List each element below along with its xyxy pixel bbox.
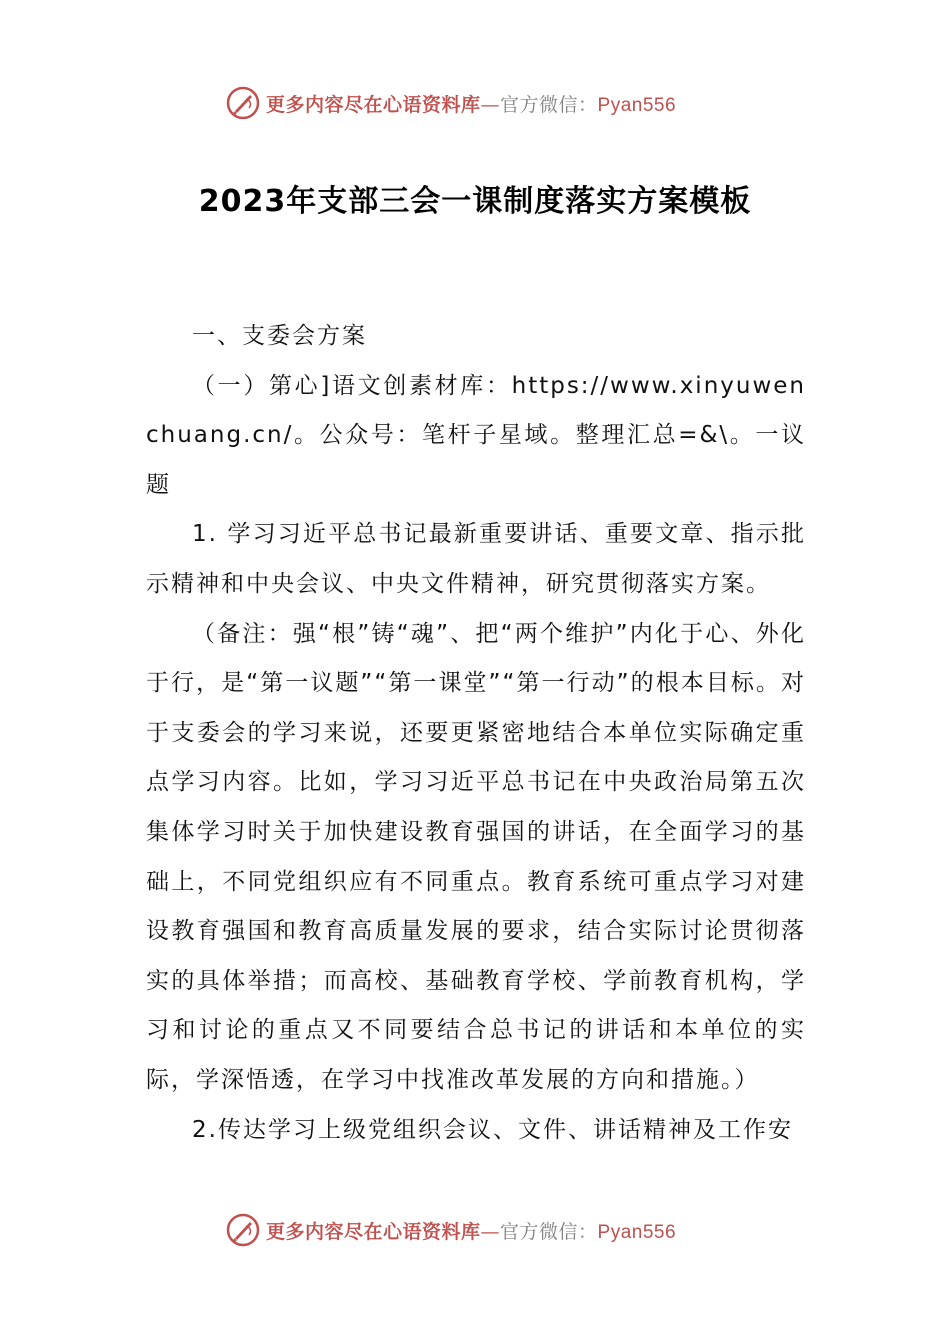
quill-logo-icon xyxy=(226,86,260,120)
footer-watermark xyxy=(226,1210,726,1250)
header-watermark xyxy=(226,83,726,123)
watermark-main-text: 更多内容尽在心语资料库 xyxy=(266,93,481,116)
watermark-wechat-id: Pyan556 xyxy=(597,1221,677,1243)
watermark-label: 官方微信： xyxy=(500,93,598,116)
watermark-wechat-id: Pyan556 xyxy=(597,94,677,116)
paragraph: 2.传达学习上级党组织会议、文件、讲话精神及工作安 xyxy=(192,1116,793,1143)
paragraph: （一）第心]语文创素材库：https://www.xinyuwenchuang.cn/。公众号：笔杆子星域。整理汇总=&\。一议题 xyxy=(146,372,806,498)
section-heading: 一、支委会方案 xyxy=(192,323,367,349)
paragraph: 1. 学习习近平总书记最新重要讲话、重要文章、指示批示精神和中央会议、中央文件精神，研究贯彻落实方案。 xyxy=(146,521,806,597)
watermark-dash: — xyxy=(480,1220,501,1243)
watermark-main-text: 更多内容尽在心语资料库 xyxy=(266,1220,481,1243)
paragraph: （备注：强“根”铸“魂”、把“两个维护”内化于心、外化于行，是“第一议题”“第一课堂”“第一行动”的根本目标。对于支委会的学习来说，还要更紧密地结合本单位实际确定重点学习内容。比如，学习习近平总书记在中央政治局第五次集体学习时关于加快建设教育强国的讲话，在全面学习的基础上，不同党组织应有不同重点。教育系统可重点学习对建设教育强国和教育高质量发展的要求，结合实际讨论贯彻落实的具体举措；而高校、基础教育学校、学前教育机构，学习和讨论的重点又不同要结合总书记的讲话和本单位的实际，学深悟透，在学习中找准改革发展的方向和措施。） xyxy=(146,620,806,1093)
quill-logo-icon xyxy=(226,1213,260,1247)
watermark-label: 官方微信： xyxy=(500,1220,598,1243)
document-title: 2023年支部三会一课制度落实方案模板 xyxy=(198,184,752,219)
document-body xyxy=(146,312,806,1155)
watermark-dash: — xyxy=(480,93,501,116)
